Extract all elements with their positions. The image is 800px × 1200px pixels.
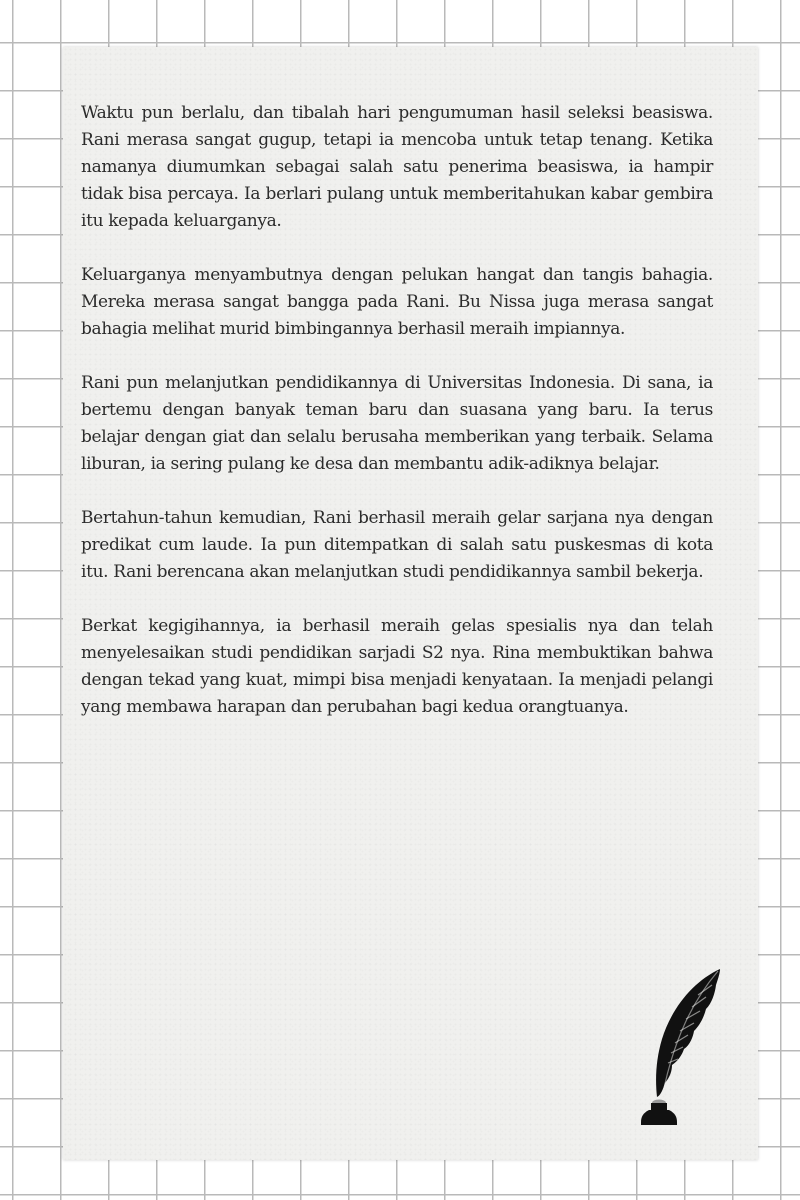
paragraph-3: Rani pun melanjutkan pendidikannya di Universitas Indonesia. Di sana, ia bertemu dengan banyak teman baru dan suasana yang baru. Ia terus belajar dengan giat dan selalu berusaha memberikan yang terbaik. Selama liburan, ia sering pulang ke desa dan membantu adik-adiknya belajar. <box>81 373 713 474</box>
paragraph-2: Keluarganya menyambutnya dengan pelukan hangat dan tangis bahagia. Mereka merasa sangat bangga pada Rani. Bu Nissa juga merasa sangat bahagia melihat murid bimbingannya berhasil meraih impiannya. <box>81 265 713 339</box>
story-text <box>81 100 713 748</box>
paper-sheet <box>63 47 758 1160</box>
paragraph-5: Berkat kegigihannya, ia berhasil meraih gelas spesialis nya dan telah menyelesaikan studi pendidikan sarjadi S2 nya. Rina membuktikan bahwa dengan tekad yang kuat, mimpi bisa menjadi kenyataan. Ia menjadi pelangi yang membawa harapan dan perubahan bagi kedua orangtuanya. <box>81 616 713 717</box>
paragraph-4: Bertahun-tahun kemudian, Rani berhasil meraih gelar sarjana nya dengan predikat cum laude. Ia pun ditempatkan di salah satu puskesmas di kota itu. Rani berencana akan melanjutkan studi pendidikannya sambil bekerja. <box>81 508 713 582</box>
quill-inkwell-icon <box>638 967 728 1127</box>
paragraph-1: Waktu pun berlalu, dan tibalah hari pengumuman hasil seleksi beasiswa. Rani merasa sangat gugup, tetapi ia mencoba untuk tetap tenang. Ketika namanya diumumkan sebagai salah satu penerima beasiswa, ia hampir tidak bisa percaya. Ia berlari pulang untuk memberitahukan kabar gembira itu kepada keluarganya. <box>81 103 713 231</box>
